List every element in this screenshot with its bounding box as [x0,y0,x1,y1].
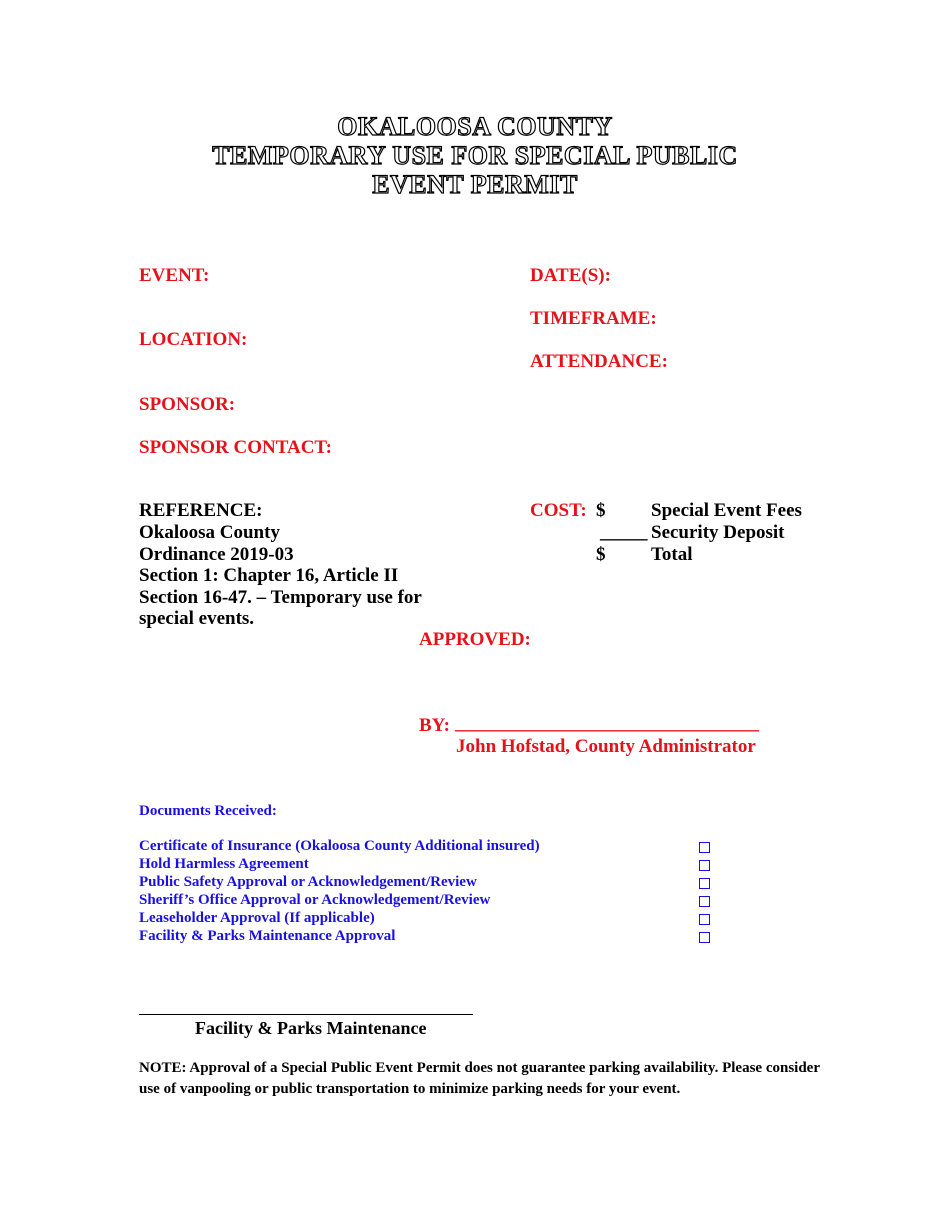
location-label: LOCATION: [139,329,248,350]
document-item: Facility & Parks Maintenance Approval [139,928,396,944]
dates-label: DATE(S): [530,265,611,286]
reference-line: special events. [139,608,255,629]
document-item: Public Safety Approval or Acknowledgement/Review [139,874,477,890]
reference-line: Section 1: Chapter 16, Article II [139,565,399,586]
reference-line: Section 16-47. – Temporary use for [139,587,422,608]
title-line-3: EVENT PERMIT [372,170,578,199]
title-line-2: TEMPORARY USE FOR SPECIAL PUBLIC [212,141,738,170]
attendance-label: ATTENDANCE: [530,351,668,372]
facility-signature-rule [139,1014,473,1015]
document-checkbox[interactable] [699,914,710,925]
cost-description: Security Deposit [651,522,785,543]
signer-name: John Hofstad, County Administrator [456,736,756,757]
signature-line: ________________________________ [455,713,759,734]
reference-line: Okaloosa County [139,522,280,543]
document-checkbox[interactable] [699,878,710,889]
cost-description: Special Event Fees [651,500,802,521]
document-item: Certificate of Insurance (Okaloosa County Additional insured) [139,838,540,854]
title-line-1: OKALOOSA COUNTY [337,112,613,141]
reference-heading: REFERENCE: [139,500,263,521]
document-checkbox[interactable] [699,932,710,943]
document-item: Sheriff’s Office Approval or Acknowledgement/Review [139,892,491,908]
facility-signature-label: Facility & Parks Maintenance [195,1018,427,1038]
cost-label: COST: [530,500,587,521]
document-checkbox[interactable] [699,896,710,907]
sponsor-label: SPONSOR: [139,394,236,415]
sponsor-contact-label: SPONSOR CONTACT: [139,437,333,458]
event-label: EVENT: [139,265,210,286]
approved-label: APPROVED: [419,629,531,650]
document-item: Hold Harmless Agreement [139,856,309,872]
cost-amount: $ [596,544,606,565]
reference-line: Ordinance 2019-03 [139,544,294,565]
cost-amount: _____ [600,522,648,543]
document-checkbox[interactable] [699,842,710,853]
cost-description: Total [651,544,693,565]
timeframe-label: TIMEFRAME: [530,308,657,329]
document-item: Leaseholder Approval (If applicable) [139,910,375,926]
cost-amount: $ [596,500,606,521]
parking-note: NOTE: Approval of a Special Public Event Permit does not guarantee parking availability. Please consider use of vanpooling or public transportation to minimize parking needs for your event. [139,1060,820,1097]
document-checkbox[interactable] [699,860,710,871]
by-label: BY: [419,715,450,736]
documents-heading: Documents Received: [139,803,277,819]
